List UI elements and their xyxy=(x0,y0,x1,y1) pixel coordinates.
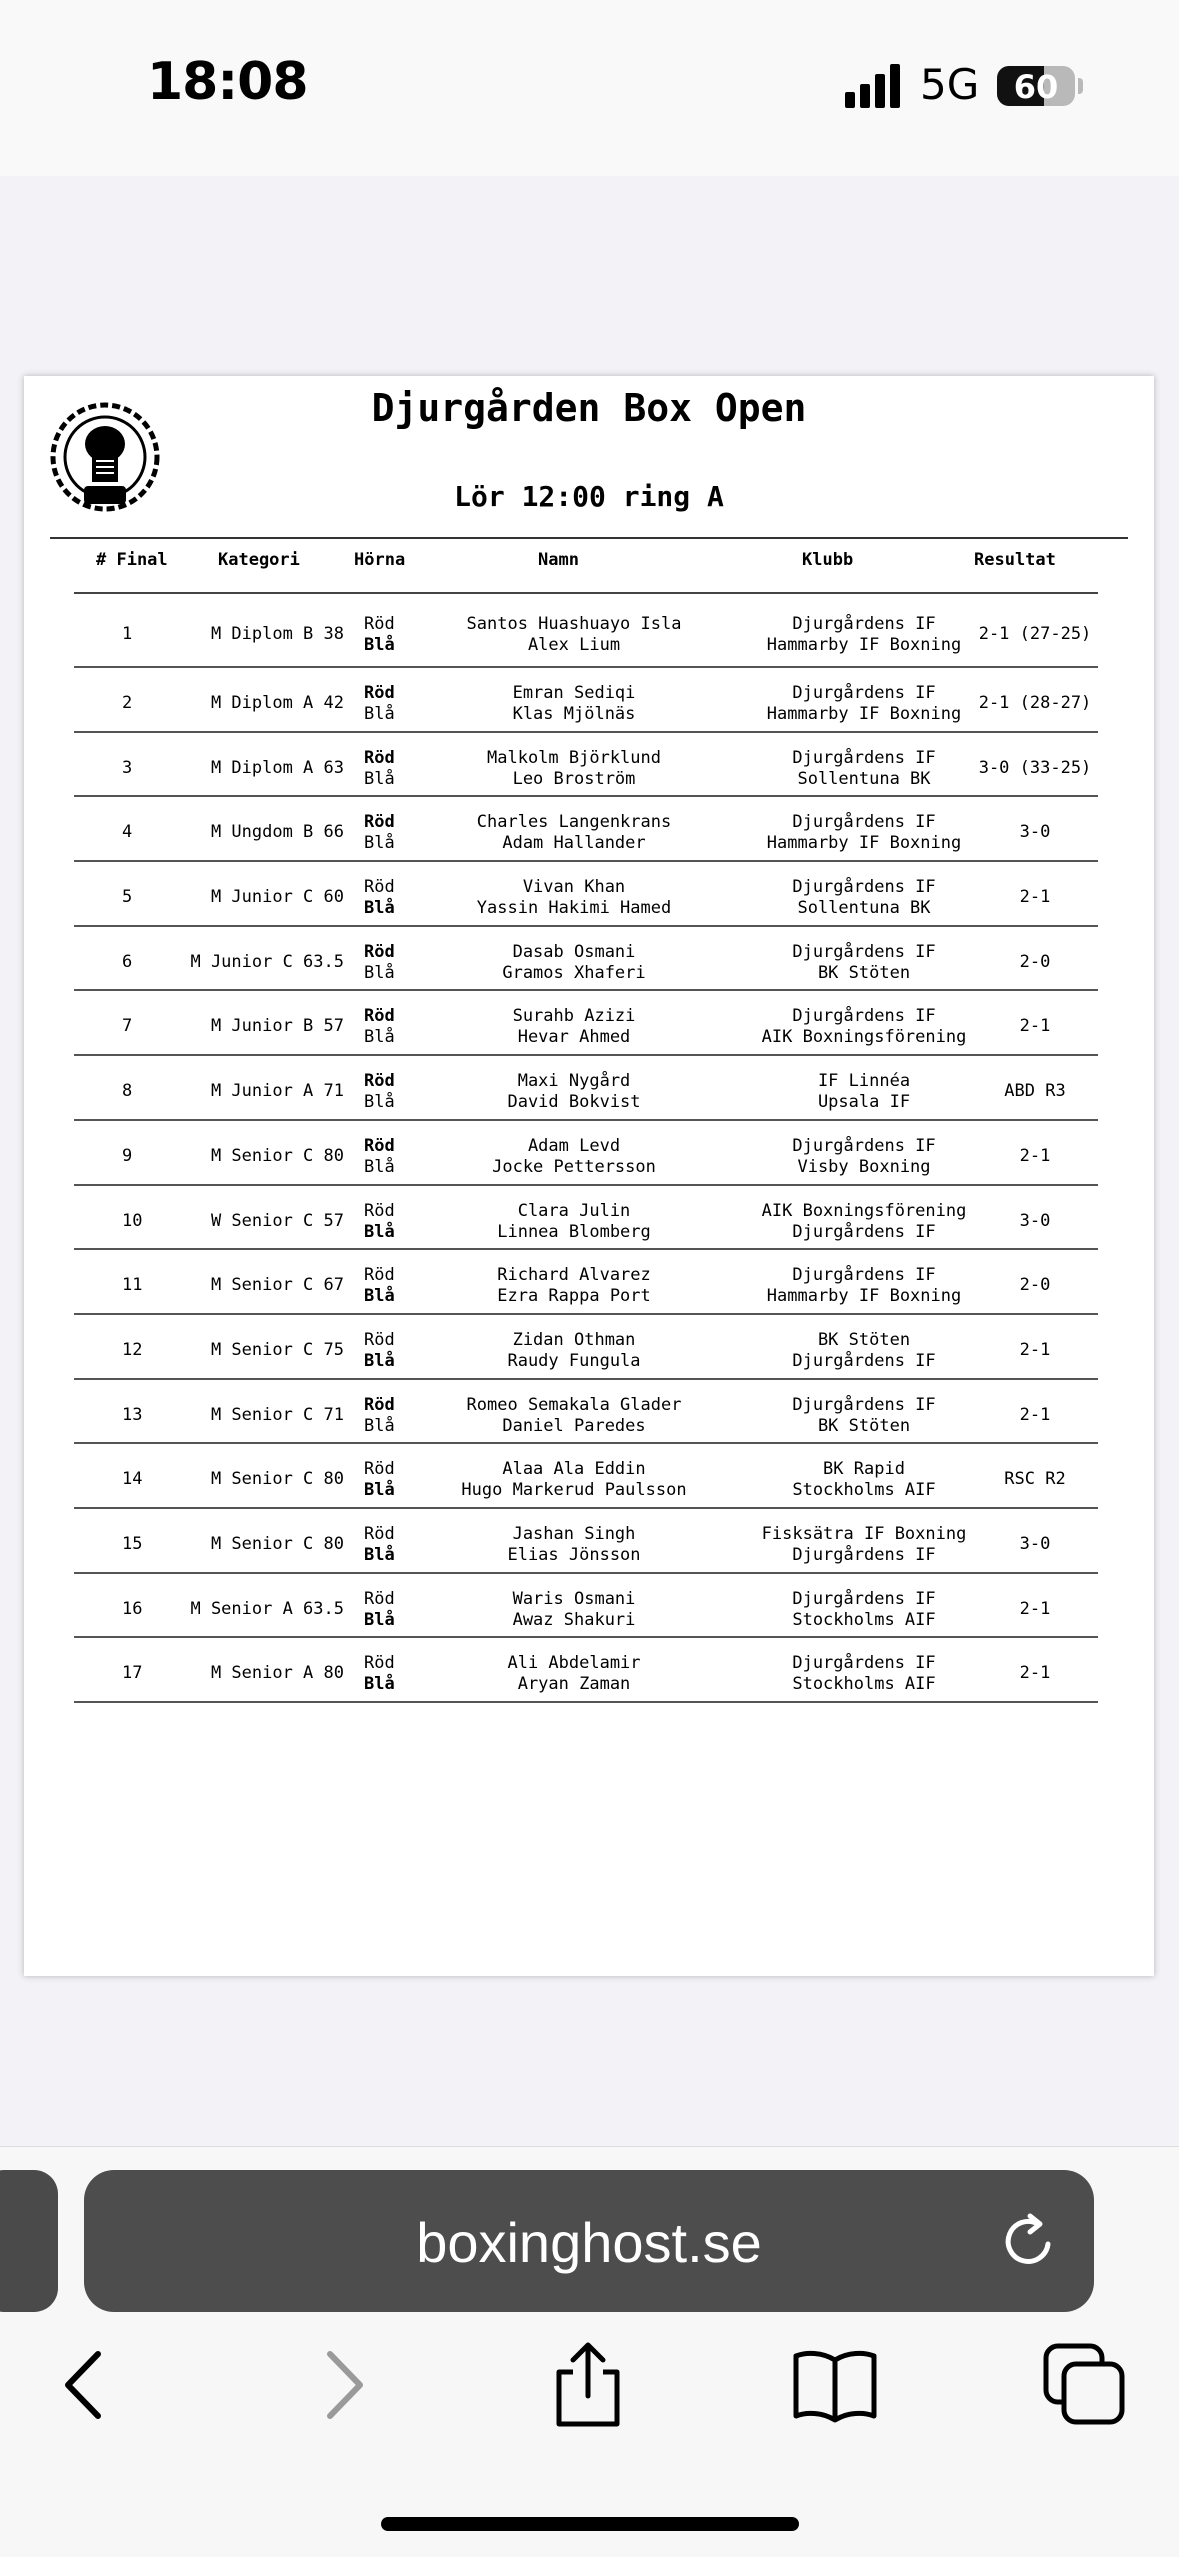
boxer-names xyxy=(414,812,734,854)
table-row xyxy=(74,991,1098,1056)
corner-labels xyxy=(364,877,395,919)
boxer-names xyxy=(414,1330,734,1372)
corner-labels xyxy=(364,1071,395,1113)
bout-result: 2-1 (28-27) xyxy=(978,693,1092,713)
header-num: # Final xyxy=(96,550,168,570)
status-time: 18:08 xyxy=(147,52,308,112)
corner-blue-label: Blå xyxy=(364,1544,395,1565)
table-row xyxy=(74,1186,1098,1251)
corner-red-label: Röd xyxy=(364,1006,395,1027)
bout-category: M Senior C 67 xyxy=(210,1275,344,1296)
corner-labels xyxy=(364,1589,395,1631)
corner-blue-label: Blå xyxy=(364,1350,395,1371)
red-boxer-club: Djurgårdens IF xyxy=(792,1394,936,1415)
blue-boxer-club: Djurgårdens IF xyxy=(792,1544,936,1565)
red-boxer-name: Zidan Othman xyxy=(512,1329,636,1350)
boxer-names xyxy=(414,1071,734,1113)
header-resultat: Resultat xyxy=(974,550,1056,570)
corner-red-label: Röd xyxy=(364,1135,395,1156)
bout-number: 17 xyxy=(122,1663,143,1684)
document-page xyxy=(24,376,1154,1976)
blue-boxer-name: Leo Broström xyxy=(512,768,636,789)
document-title: Djurgården Box Open xyxy=(371,386,807,430)
table-row xyxy=(74,797,1098,862)
bout-category: M Senior C 80 xyxy=(210,1145,344,1166)
boxer-names xyxy=(414,748,734,790)
blue-boxer-club: Sollentuna BK xyxy=(797,768,931,789)
boxer-names xyxy=(414,1524,734,1566)
forward-icon[interactable] xyxy=(296,2340,386,2430)
bout-category: M Senior C 71 xyxy=(210,1404,344,1425)
blue-boxer-name: Aryan Zaman xyxy=(517,1674,631,1695)
boxer-names xyxy=(414,1006,734,1048)
table-row xyxy=(74,1444,1098,1509)
bout-result: 3-0 (33-25) xyxy=(978,757,1092,778)
bout-category: M Junior C 63.5 xyxy=(190,951,344,972)
url-text: boxinghost.se xyxy=(416,2211,762,2274)
bout-number: 9 xyxy=(122,1145,133,1166)
corner-red-label: Röd xyxy=(364,1329,395,1350)
bout-result: 3-0 xyxy=(1019,1210,1051,1231)
bout-category: M Senior A 63.5 xyxy=(190,1598,344,1619)
blue-boxer-name: Adam Hallander xyxy=(502,833,646,854)
red-boxer-name: Alaa Ala Eddin xyxy=(502,1459,646,1480)
bout-category: M Senior C 80 xyxy=(210,1469,344,1490)
blue-boxer-name: Jocke Pettersson xyxy=(492,1156,656,1177)
bout-result: ABD R3 xyxy=(1004,1081,1066,1102)
header-namn: Namn xyxy=(538,550,579,570)
table-row xyxy=(74,1638,1098,1703)
bout-number: 15 xyxy=(122,1533,143,1554)
red-boxer-club: IF Linnéa xyxy=(817,1071,911,1092)
blue-boxer-club: Upsala IF xyxy=(817,1092,911,1113)
header-horna: Hörna xyxy=(354,550,406,570)
red-boxer-name: Surahb Azizi xyxy=(512,1006,636,1027)
bout-result: 2-1 xyxy=(1019,1404,1051,1425)
red-boxer-name: Charles Langenkrans xyxy=(476,812,672,833)
corner-blue-label: Blå xyxy=(364,1674,395,1695)
bout-result: 2-1 xyxy=(1019,1145,1051,1166)
bout-result: 2-0 xyxy=(1019,1275,1051,1296)
red-boxer-name: Vivan Khan xyxy=(522,877,626,898)
red-boxer-name: Richard Alvarez xyxy=(497,1265,651,1286)
bookmarks-icon[interactable] xyxy=(790,2340,880,2430)
red-boxer-club: Djurgårdens IF xyxy=(792,1265,936,1286)
corner-red-label: Röd xyxy=(364,747,395,768)
corner-red-label: Röd xyxy=(364,614,395,634)
blue-boxer-club: Stockholms AIF xyxy=(792,1480,936,1501)
network-type: 5G xyxy=(920,60,980,109)
reload-icon[interactable] xyxy=(994,2206,1064,2276)
corner-blue-label: Blå xyxy=(364,1415,395,1436)
header-kategori: Kategori xyxy=(218,550,300,570)
corner-blue-label: Blå xyxy=(364,1092,395,1113)
boxer-names xyxy=(414,1265,734,1307)
blue-boxer-name: Raudy Fungula xyxy=(507,1350,641,1371)
bout-number: 7 xyxy=(122,1016,133,1037)
red-boxer-name: Malkolm Björklund xyxy=(487,747,661,768)
red-boxer-club: BK Stöten xyxy=(817,1329,911,1350)
bout-result: 2-1 xyxy=(1019,1598,1051,1619)
blue-boxer-club: Stockholms AIF xyxy=(792,1609,936,1630)
blue-boxer-name: Alex Lium xyxy=(527,635,621,655)
table-row xyxy=(74,668,1098,733)
bout-category: M Senior C 75 xyxy=(210,1339,344,1360)
blue-boxer-name: Klas Mjölnäs xyxy=(512,704,636,724)
corner-blue-label: Blå xyxy=(364,1156,395,1177)
red-boxer-name: Romeo Semakala Glader xyxy=(466,1394,682,1415)
home-indicator xyxy=(381,2517,799,2531)
table-row xyxy=(74,1509,1098,1574)
bout-result: 2-1 xyxy=(1019,1016,1051,1037)
bout-category: M Senior C 80 xyxy=(210,1533,344,1554)
corner-red-label: Röd xyxy=(364,1523,395,1544)
bout-category: M Junior B 57 xyxy=(210,1016,344,1037)
corner-labels xyxy=(364,748,395,790)
corner-labels xyxy=(364,1201,395,1243)
boxer-names xyxy=(414,877,734,919)
corner-labels xyxy=(364,1136,395,1178)
corner-labels xyxy=(364,942,395,984)
blue-boxer-name: David Bokvist xyxy=(507,1092,641,1113)
corner-labels xyxy=(364,683,395,725)
previous-tab-preview[interactable] xyxy=(0,2170,58,2312)
bout-result: RSC R2 xyxy=(1004,1469,1066,1490)
blue-boxer-club: Hammarby IF Boxning xyxy=(766,833,962,854)
blue-boxer-club: Djurgårdens IF xyxy=(792,1221,936,1242)
corner-labels xyxy=(364,1524,395,1566)
table-row xyxy=(74,1250,1098,1315)
bout-category: M Ungdom B 66 xyxy=(210,822,344,843)
red-boxer-club: Fisksätra IF Boxning xyxy=(761,1523,967,1544)
corner-red-label: Röd xyxy=(364,1071,395,1092)
boxer-names xyxy=(414,614,734,656)
bout-category: M Diplom B 38 xyxy=(210,624,344,644)
table-row xyxy=(74,1380,1098,1445)
blue-boxer-club: Hammarby IF Boxning xyxy=(766,1286,962,1307)
corner-blue-label: Blå xyxy=(364,1609,395,1630)
corner-labels xyxy=(364,1395,395,1437)
boxer-names xyxy=(414,1201,734,1243)
address-bar[interactable] xyxy=(84,2170,1094,2312)
tabs-icon[interactable] xyxy=(1040,2340,1130,2430)
corner-red-label: Röd xyxy=(364,1265,395,1286)
bout-result: 2-1 xyxy=(1019,887,1051,908)
corner-labels xyxy=(364,1459,395,1501)
corner-red-label: Röd xyxy=(364,683,395,703)
red-boxer-name: Clara Julin xyxy=(517,1200,631,1221)
corner-labels xyxy=(364,1006,395,1048)
blue-boxer-club: Djurgårdens IF xyxy=(792,1350,936,1371)
table-row xyxy=(74,927,1098,992)
corner-blue-label: Blå xyxy=(364,1027,395,1048)
red-boxer-name: Jashan Singh xyxy=(512,1523,636,1544)
bout-number: 13 xyxy=(122,1404,143,1425)
corner-blue-label: Blå xyxy=(364,768,395,789)
blue-boxer-name: Gramos Xhaferi xyxy=(502,962,646,983)
corner-red-label: Röd xyxy=(364,1653,395,1674)
red-boxer-club: Djurgårdens IF xyxy=(792,1006,936,1027)
table-row xyxy=(74,1121,1098,1186)
blue-boxer-name: Hugo Markerud Paulsson xyxy=(461,1480,687,1501)
table-row xyxy=(74,1315,1098,1380)
red-boxer-name: Waris Osmani xyxy=(512,1588,636,1609)
bout-result: 2-1 xyxy=(1019,1663,1051,1684)
corner-blue-label: Blå xyxy=(364,833,395,854)
blue-boxer-name: Daniel Paredes xyxy=(502,1415,646,1436)
boxer-names xyxy=(414,1136,734,1178)
bout-number: 14 xyxy=(122,1469,143,1490)
red-boxer-name: Emran Sediqi xyxy=(512,683,636,703)
battery-nub xyxy=(1078,78,1083,94)
corner-labels xyxy=(364,1653,395,1695)
red-boxer-club: Djurgårdens IF xyxy=(792,1588,936,1609)
red-boxer-club: Djurgårdens IF xyxy=(792,1653,936,1674)
blue-boxer-club: BK Stöten xyxy=(817,962,911,983)
bout-number: 3 xyxy=(122,757,133,778)
back-icon[interactable] xyxy=(42,2340,132,2430)
bout-number: 4 xyxy=(122,822,133,843)
red-boxer-club: BK Rapid xyxy=(823,1459,905,1480)
boxer-names xyxy=(414,1653,734,1695)
bouts-table xyxy=(24,594,1154,1703)
blue-boxer-club: Hammarby IF Boxning xyxy=(766,635,962,655)
status-bar xyxy=(0,0,1179,176)
corner-blue-label: Blå xyxy=(364,898,395,919)
corner-blue-label: Blå xyxy=(364,635,395,655)
blue-boxer-club: BK Stöten xyxy=(817,1415,911,1436)
bout-result: 3-0 xyxy=(1019,1533,1051,1554)
corner-red-label: Röd xyxy=(364,1588,395,1609)
red-boxer-club: Djurgårdens IF xyxy=(792,941,936,962)
boxer-names xyxy=(414,942,734,984)
red-boxer-club: Djurgårdens IF xyxy=(792,812,936,833)
blue-boxer-club: Visby Boxning xyxy=(797,1156,931,1177)
corner-blue-label: Blå xyxy=(364,704,395,724)
bout-category: M Diplom A 63 xyxy=(210,757,344,778)
table-row xyxy=(74,1056,1098,1121)
red-boxer-name: Adam Levd xyxy=(527,1135,621,1156)
corner-blue-label: Blå xyxy=(364,1480,395,1501)
bout-result: 3-0 xyxy=(1019,822,1051,843)
corner-labels xyxy=(364,614,395,656)
blue-boxer-club: AIK Boxningsförening xyxy=(761,1027,967,1048)
red-boxer-name: Dasab Osmani xyxy=(512,941,636,962)
battery-icon xyxy=(997,66,1075,106)
bout-category: M Diplom A 42 xyxy=(210,693,344,713)
table-row xyxy=(74,733,1098,798)
signal-icon xyxy=(845,64,905,108)
corner-red-label: Röd xyxy=(364,877,395,898)
corner-red-label: Röd xyxy=(364,1394,395,1415)
bout-result: 2-1 (27-25) xyxy=(978,624,1092,644)
bout-number: 8 xyxy=(122,1081,133,1102)
red-boxer-club: Djurgårdens IF xyxy=(792,1135,936,1156)
corner-labels xyxy=(364,1330,395,1372)
bout-number: 16 xyxy=(122,1598,143,1619)
red-boxer-name: Ali Abdelamir xyxy=(507,1653,641,1674)
share-icon[interactable] xyxy=(543,2340,633,2430)
document-subtitle: Lör 12:00 ring A xyxy=(454,480,724,513)
boxer-names xyxy=(414,1459,734,1501)
corner-red-label: Röd xyxy=(364,1200,395,1221)
bout-number: 10 xyxy=(122,1210,143,1231)
header-klubb: Klubb xyxy=(802,550,854,570)
table-row xyxy=(74,594,1098,668)
red-boxer-club: Djurgårdens IF xyxy=(792,877,936,898)
corner-labels xyxy=(364,1265,395,1307)
bout-category: M Junior A 71 xyxy=(210,1081,344,1102)
bout-result: 2-1 xyxy=(1019,1339,1051,1360)
bout-number: 11 xyxy=(122,1275,143,1296)
bout-category: M Junior C 60 xyxy=(210,887,344,908)
blue-boxer-club: Stockholms AIF xyxy=(792,1674,936,1695)
bout-category: W Senior C 57 xyxy=(210,1210,344,1231)
red-boxer-club: Djurgårdens IF xyxy=(792,747,936,768)
blue-boxer-name: Elias Jönsson xyxy=(507,1544,641,1565)
blue-boxer-club: Sollentuna BK xyxy=(797,898,931,919)
header-divider xyxy=(50,537,1128,539)
corner-blue-label: Blå xyxy=(364,962,395,983)
bout-number: 5 xyxy=(122,887,133,908)
corner-labels xyxy=(364,812,395,854)
bout-category: M Senior A 80 xyxy=(210,1663,344,1684)
blue-boxer-club: Hammarby IF Boxning xyxy=(766,704,962,724)
red-boxer-club: AIK Boxningsförening xyxy=(761,1200,967,1221)
corner-red-label: Röd xyxy=(364,1459,395,1480)
bout-number: 6 xyxy=(122,951,133,972)
corner-red-label: Röd xyxy=(364,941,395,962)
corner-red-label: Röd xyxy=(364,812,395,833)
bout-result: 2-0 xyxy=(1019,951,1051,972)
blue-boxer-name: Awaz Shakuri xyxy=(512,1609,636,1630)
red-boxer-name: Maxi Nygård xyxy=(517,1071,631,1092)
table-row xyxy=(74,862,1098,927)
bout-number: 12 xyxy=(122,1339,143,1360)
battery-level: 60 xyxy=(1013,68,1059,106)
bout-number: 1 xyxy=(122,624,133,644)
boxer-names xyxy=(414,1589,734,1631)
red-boxer-name: Santos Huashuayo Isla xyxy=(466,614,682,634)
corner-blue-label: Blå xyxy=(364,1221,395,1242)
blue-boxer-name: Linnea Blomberg xyxy=(497,1221,651,1242)
red-boxer-club: Djurgårdens IF xyxy=(792,683,936,703)
blue-boxer-name: Yassin Hakimi Hamed xyxy=(476,898,672,919)
blue-boxer-name: Hevar Ahmed xyxy=(517,1027,631,1048)
table-row xyxy=(74,1574,1098,1639)
bout-number: 2 xyxy=(122,693,133,713)
red-boxer-club: Djurgårdens IF xyxy=(792,614,936,634)
blue-boxer-name: Ezra Rappa Port xyxy=(497,1286,651,1307)
boxer-names xyxy=(414,683,734,725)
boxer-names xyxy=(414,1395,734,1437)
corner-blue-label: Blå xyxy=(364,1286,395,1307)
